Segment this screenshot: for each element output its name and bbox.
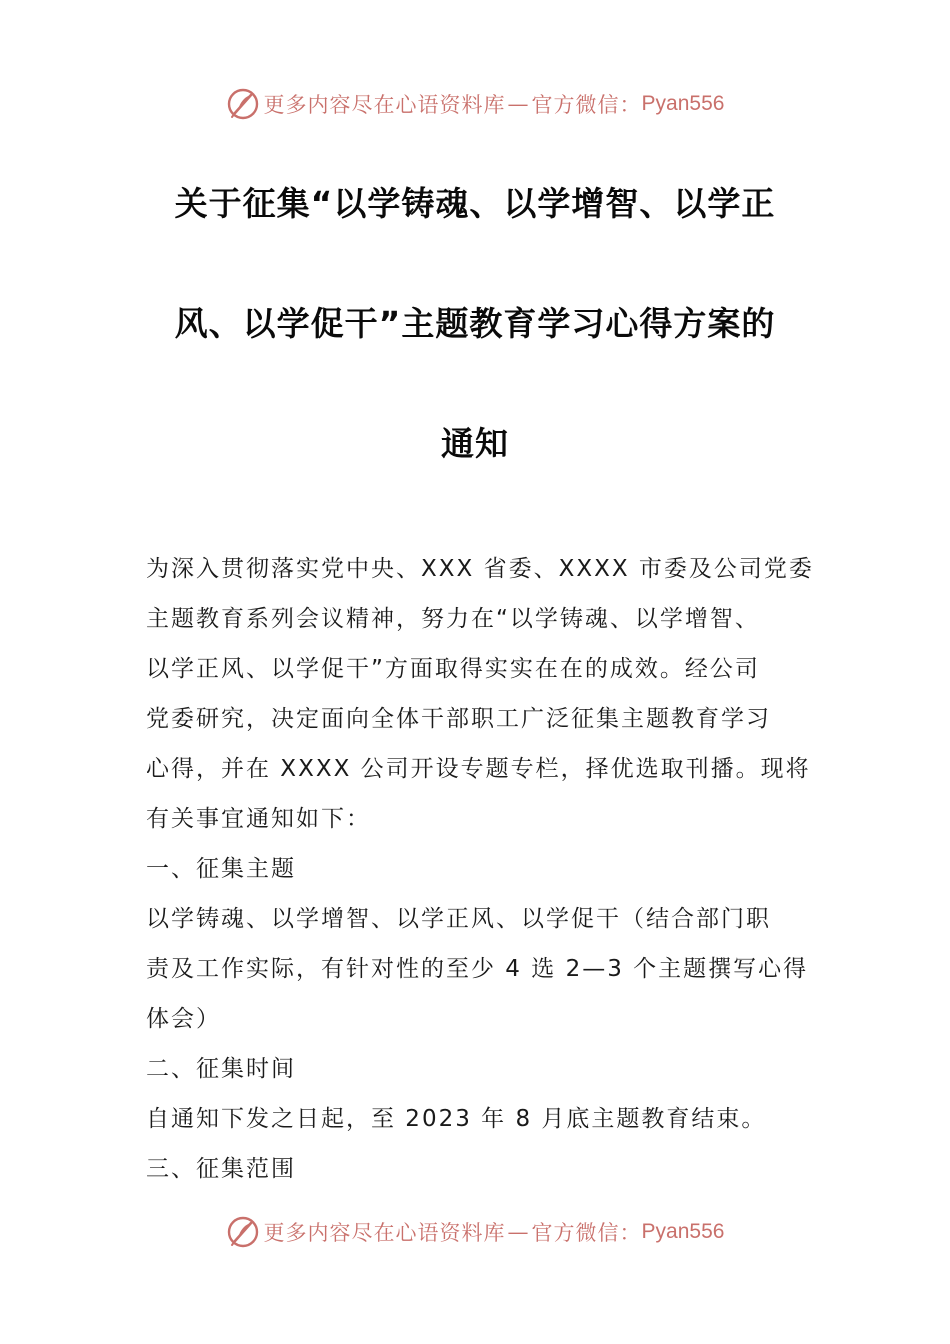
footer-watermark [0,1212,950,1252]
section-heading-2: 二、征集时间 [146,1056,296,1082]
body-line-12: 自通知下发之日起，至 2023 年 8 月底主题教育结束。 [146,1106,767,1132]
quill-logo-icon [226,87,260,121]
section-heading-3: 三、征集范围 [146,1156,296,1182]
watermark-brand: 更多内容尽在心语资料库 [263,93,506,117]
quill-logo-icon [226,1215,260,1249]
document-title-line-1: 关于征集“以学铸魂、以学增智、以学正 [174,184,776,223]
watermark-contact-id: Pyan556 [641,1220,725,1243]
body-line-10: 体会） [146,1006,221,1032]
body-line-1: 为深入贯彻落实党中央、XXX 省委、XXXX 市委及公司党委 [146,556,814,582]
body-line-6: 有关事宜通知如下： [146,806,371,832]
watermark-brand: 更多内容尽在心语资料库 [263,1221,506,1245]
body-line-8: 以学铸魂、以学增智、以学正风、以学促干（结合部门职 [146,906,771,932]
watermark-contact-label: 官方微信： [531,1221,642,1245]
body-line-2: 主题教育系列会议精神，努力在“以学铸魂、以学增智、 [146,606,760,632]
watermark-separator: — [507,92,530,116]
section-heading-1: 一、征集主题 [146,856,296,882]
body-line-4: 党委研究，决定面向全体干部职工广泛征集主题教育学习 [146,706,771,732]
body-line-5: 心得，并在 XXXX 公司开设专题专栏，择优选取刊播。现将 [146,756,811,782]
document-title-line-3: 通知 [441,424,509,463]
header-watermark [0,84,950,124]
document-title-line-2: 风、以学促干”主题教育学习心得方案的 [174,304,776,343]
body-line-9: 责及工作实际，有针对性的至少 4 选 2—3 个主题撰写心得 [146,956,809,982]
watermark-separator: — [507,1220,530,1244]
watermark-contact-id: Pyan556 [641,92,725,115]
watermark-contact-label: 官方微信： [531,93,642,117]
body-line-3: 以学正风、以学促干”方面取得实实在在的成效。经公司 [146,656,760,682]
